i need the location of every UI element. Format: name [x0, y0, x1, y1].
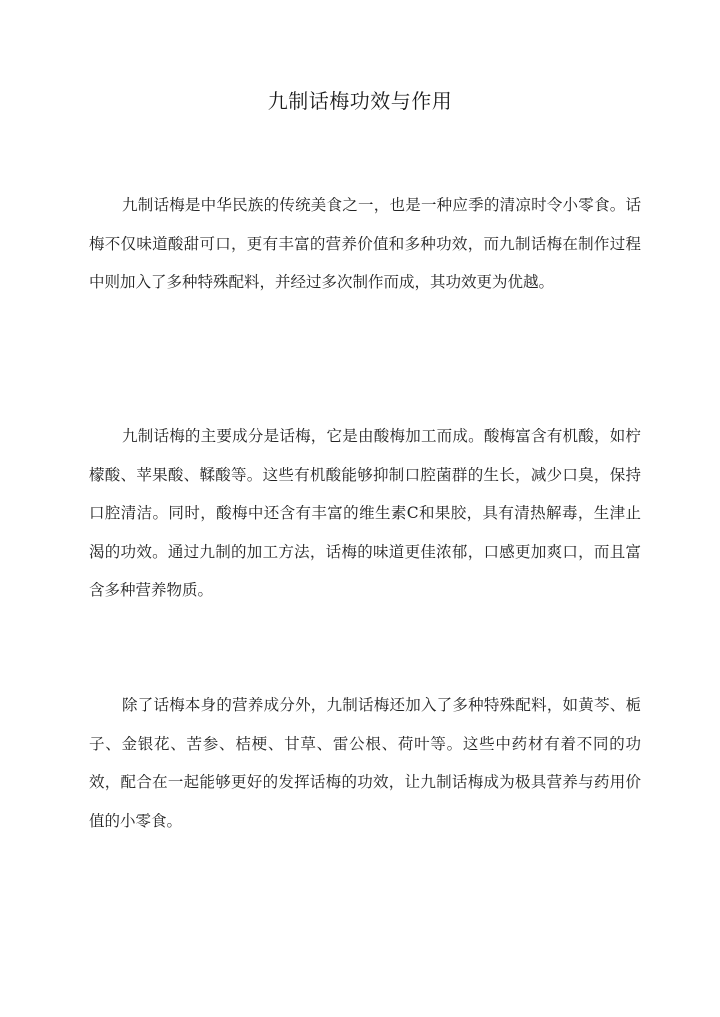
- paragraph-intro: 九制话梅是中华民族的传统美食之一，也是一种应季的清凉时令小零食。话梅不仅味道酸甜可口，更有丰富的营养价值和多种功效，而九制话梅在制作过程中则加入了多种特殊配料，并经过多次制作而成，其功效更为优越。: [89, 196, 641, 291]
- paragraph-additives: 除了话梅本身的营养成分外，九制话梅还加入了多种特殊配料，如黄芩、栀子、金银花、苦参、桔梗、甘草、雷公根、荷叶等。这些中药材有着不同的功效，配合在一起能够更好的发挥话梅的功效，让九制话梅成为极具营养与药用价值的小零食。: [89, 696, 641, 830]
- document-title: 九制话梅功效与作用: [267, 89, 453, 113]
- paragraph-ingredients: 九制话梅的主要成分是话梅，它是由酸梅加工而成。酸梅富含有机酸，如柠檬酸、苹果酸、鞣酸等。这些有机酸能够抑制口腔菌群的生长，减少口臭，保持口腔清洁。同时，酸梅中还含有丰富的维生素C和果胶，具有清热解毒，生津止渴的功效。通过九制的加工方法，话梅的味道更佳浓郁，口感更加爽口，而且富含多种营养物质。: [89, 427, 641, 599]
